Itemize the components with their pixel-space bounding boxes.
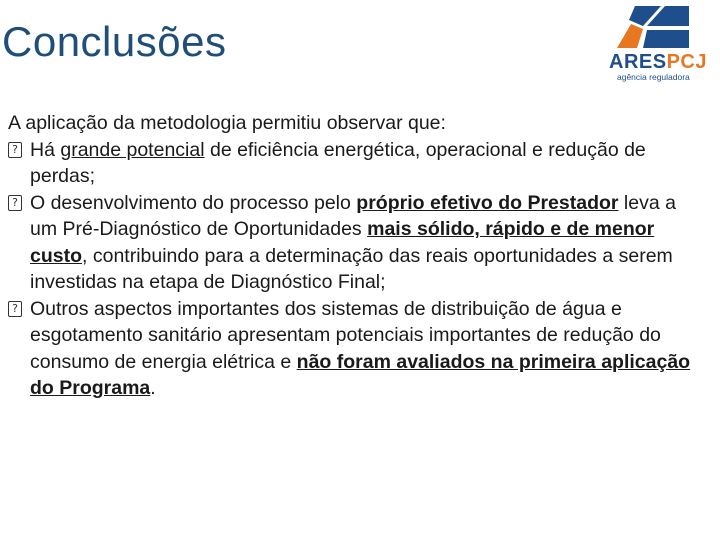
bullet-list [8,137,698,402]
emphasis-text: mais sólido, rápido e de menor custo [30,218,655,267]
intro-text: A aplicação da metodologia permitiu observar que: [8,112,446,134]
bullet-text: O desenvolvimento do processo pelo [30,191,357,214]
bullet-text: . [150,377,156,399]
emphasis-text: não foram avaliados na primeira aplicação do Programa [30,350,691,399]
bullet-item [8,190,698,296]
bullet-item [8,296,698,402]
logo [603,2,711,82]
logo-name-pcj: PCJ [666,51,707,73]
bullet-item [8,137,698,190]
logo-name [609,51,707,74]
bullet-marker-icon: ? [8,195,22,211]
bullet-text: de eficiência energética, operacional e redução de perdas; [30,138,646,187]
bullet-text: Outros aspectos importantes dos sistemas de distribuição de água e esgotamento sanitário apresentam potenciais importantes de redução do consumo de energia elétrica e [30,297,661,373]
logo-subtitle: agência reguladora [617,72,690,82]
bullet-text: , contribuindo para a determinação das reais oportunidades a serem investidas na etapa de Diagnóstico Final; [30,244,673,293]
emphasis-text: próprio efetivo do Prestador [356,191,619,214]
bullet-text: Há [30,138,61,161]
ares-pcj-logo-icon [603,2,711,52]
page-title: Conclusões [2,18,227,65]
slide-content [8,110,698,402]
bullet-marker-icon: ? [8,142,22,158]
logo-name-ares: ARES [609,51,667,73]
emphasis-text: grande potencial [60,138,205,161]
bullet-marker-icon: ? [8,301,22,317]
bullet-text: leva a um Pré-Diagnóstico de Oportunidades [30,191,676,240]
